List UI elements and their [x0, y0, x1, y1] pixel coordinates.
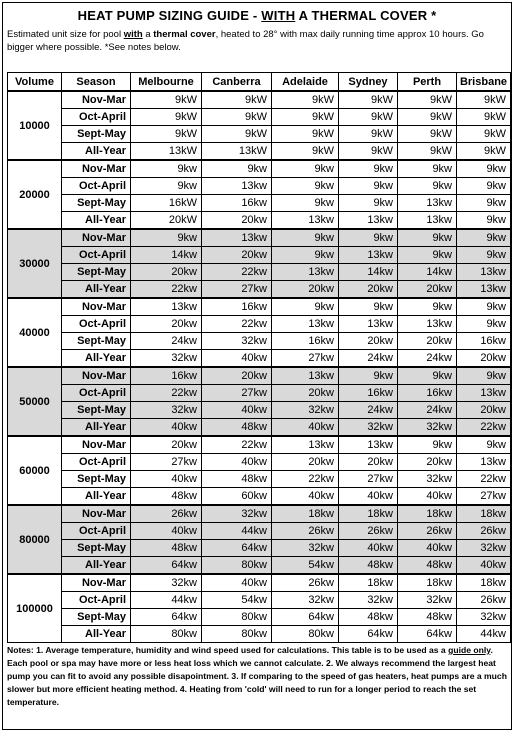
table-row: [8, 298, 511, 316]
kw-value-cell: 27kw: [272, 350, 339, 368]
kw-value-cell: 13kw: [272, 436, 339, 454]
season-cell: Sept-May: [62, 126, 131, 143]
kw-value-cell: 40kw: [202, 350, 272, 368]
kw-value-cell: 48kw: [131, 540, 202, 557]
kw-value-cell: 9kw: [272, 229, 339, 247]
kw-value-cell: 9kw: [398, 247, 457, 264]
kw-value-cell: 32kw: [131, 402, 202, 419]
kw-value-cell: 16kw: [398, 385, 457, 402]
season-cell: All-Year: [62, 626, 131, 643]
kw-value-cell: 9kW: [398, 109, 457, 126]
season-cell: Nov-Mar: [62, 574, 131, 592]
table-row: [8, 488, 511, 506]
season-cell: Oct-April: [62, 454, 131, 471]
kw-value-cell: 20kw: [202, 247, 272, 264]
kw-value-cell: 9kw: [457, 160, 511, 178]
kw-value-cell: 9kw: [457, 229, 511, 247]
kw-value-cell: 32kw: [131, 350, 202, 368]
kw-value-cell: 48kw: [202, 471, 272, 488]
kw-value-cell: 40kw: [131, 419, 202, 437]
season-cell: All-Year: [62, 488, 131, 506]
page-title: [3, 8, 511, 23]
table-row: [8, 178, 511, 195]
kw-value-cell: 26kw: [398, 523, 457, 540]
kw-value-cell: 22kw: [457, 419, 511, 437]
kw-value-cell: 9kw: [457, 436, 511, 454]
kw-value-cell: 9kw: [398, 160, 457, 178]
kw-value-cell: 13kw: [131, 298, 202, 316]
kw-value-cell: 48kw: [339, 557, 398, 575]
kw-value-cell: 16kw: [339, 385, 398, 402]
kw-value-cell: 26kw: [339, 523, 398, 540]
kw-value-cell: 64kw: [398, 626, 457, 643]
kw-value-cell: 32kw: [398, 592, 457, 609]
kw-value-cell: 13kw: [339, 212, 398, 230]
kw-value-cell: 22kw: [272, 471, 339, 488]
season-cell: Sept-May: [62, 609, 131, 626]
kw-value-cell: 9kW: [272, 143, 339, 161]
kw-value-cell: 18kw: [272, 505, 339, 523]
kw-value-cell: 18kw: [398, 574, 457, 592]
kw-value-cell: 9kw: [272, 160, 339, 178]
sizing-guide-sheet: [2, 2, 512, 730]
kw-value-cell: 26kw: [272, 574, 339, 592]
kw-value-cell: 20kw: [131, 316, 202, 333]
kw-value-cell: 18kw: [398, 505, 457, 523]
kw-value-cell: 22kw: [202, 264, 272, 281]
kw-value-cell: 18kw: [457, 574, 511, 592]
kw-value-cell: 32kw: [398, 419, 457, 437]
kw-value-cell: 32kw: [202, 505, 272, 523]
kw-value-cell: 9kw: [131, 160, 202, 178]
kw-value-cell: 48kw: [398, 609, 457, 626]
season-cell: Oct-April: [62, 523, 131, 540]
kw-value-cell: 40kw: [457, 557, 511, 575]
season-cell: Nov-Mar: [62, 505, 131, 523]
season-cell: All-Year: [62, 557, 131, 575]
kw-value-cell: 9kw: [457, 367, 511, 385]
season-cell: Nov-Mar: [62, 160, 131, 178]
kw-value-cell: 44kw: [202, 523, 272, 540]
kw-value-cell: 13kw: [272, 212, 339, 230]
kw-value-cell: 32kw: [202, 333, 272, 350]
kw-value-cell: 22kw: [202, 436, 272, 454]
table-row: [8, 402, 511, 419]
kw-value-cell: 27kw: [339, 471, 398, 488]
kw-value-cell: 40kw: [202, 454, 272, 471]
kw-value-cell: 32kw: [272, 592, 339, 609]
kw-value-cell: 40kw: [202, 574, 272, 592]
table-row: [8, 264, 511, 281]
title-prefix: HEAT PUMP SIZING GUIDE -: [77, 8, 262, 23]
kw-value-cell: 9kW: [131, 126, 202, 143]
kw-value-cell: 13kw: [457, 385, 511, 402]
kw-value-cell: 40kw: [202, 402, 272, 419]
table-row: [8, 540, 511, 557]
table-body: [8, 91, 511, 643]
intro-text: Estimated unit size for pool with a thermal cover, heated to 28° with max daily running time approx 10 hours. Go bigger where possible. *See notes below.: [7, 29, 484, 53]
kw-value-cell: 9kw: [339, 298, 398, 316]
kw-value-cell: 80kw: [202, 609, 272, 626]
kw-value-cell: 13kw: [202, 229, 272, 247]
volume-cell: 60000: [8, 436, 62, 505]
season-cell: Sept-May: [62, 402, 131, 419]
kw-value-cell: 32kw: [131, 574, 202, 592]
season-cell: Nov-Mar: [62, 91, 131, 109]
kw-value-cell: 16kw: [202, 195, 272, 212]
table-row: [8, 505, 511, 523]
kw-value-cell: 40kw: [339, 488, 398, 506]
kw-value-cell: 18kw: [457, 505, 511, 523]
kw-value-cell: 9kw: [398, 178, 457, 195]
season-cell: Nov-Mar: [62, 436, 131, 454]
title-suffix: A THERMAL COVER *: [295, 8, 437, 23]
kw-value-cell: 20kw: [339, 333, 398, 350]
kw-value-cell: 27kw: [457, 488, 511, 506]
notes-text: Notes: 1. Average temperature, humidity and wind speed used for calculations. This table is to be used as a guide only. Each pool or spa may have more or less heat loss which we cannot calculate. 2. We always recommend the largest heat pump you can fit to avoid any possible disapointment. 3. If comparing to the speed of gas heaters, heat pumps are a much slower but more efficient heating method. 4. Heating from 'cold' will need to run for a longer period to reach the set temperature.: [7, 645, 507, 707]
table-row: [8, 574, 511, 592]
kw-value-cell: 26kw: [272, 523, 339, 540]
kw-value-cell: 40kw: [339, 540, 398, 557]
table-row: [8, 229, 511, 247]
kw-value-cell: 9kw: [457, 298, 511, 316]
kw-value-cell: 9kw: [457, 316, 511, 333]
season-cell: Nov-Mar: [62, 229, 131, 247]
kw-value-cell: 9kW: [339, 109, 398, 126]
kw-value-cell: 40kw: [398, 540, 457, 557]
kw-value-cell: 14kw: [398, 264, 457, 281]
kw-value-cell: 20kw: [131, 264, 202, 281]
kw-value-cell: 80kw: [272, 626, 339, 643]
kw-value-cell: 64kw: [339, 626, 398, 643]
table-row: [8, 109, 511, 126]
kw-value-cell: 44kw: [131, 592, 202, 609]
kw-value-cell: 9kW: [131, 109, 202, 126]
kw-value-cell: 60kw: [202, 488, 272, 506]
kw-value-cell: 13kw: [339, 316, 398, 333]
kw-value-cell: 48kw: [398, 557, 457, 575]
kw-value-cell: 9kW: [457, 91, 511, 109]
column-header: Canberra: [202, 73, 272, 92]
kw-value-cell: 9kw: [131, 229, 202, 247]
kw-value-cell: 32kw: [272, 402, 339, 419]
table-row: [8, 126, 511, 143]
kw-value-cell: 20kW: [131, 212, 202, 230]
kw-value-cell: 64kw: [202, 540, 272, 557]
kw-value-cell: 48kw: [131, 488, 202, 506]
kw-value-cell: 18kw: [339, 574, 398, 592]
table-row: [8, 523, 511, 540]
season-cell: Sept-May: [62, 333, 131, 350]
season-cell: Oct-April: [62, 178, 131, 195]
kw-value-cell: 9kw: [131, 178, 202, 195]
kw-value-cell: 9kw: [398, 367, 457, 385]
season-cell: All-Year: [62, 281, 131, 299]
kw-value-cell: 64kw: [131, 557, 202, 575]
kw-value-cell: 26kw: [131, 505, 202, 523]
season-cell: Oct-April: [62, 247, 131, 264]
kw-value-cell: 13kw: [202, 178, 272, 195]
kw-value-cell: 24kw: [339, 350, 398, 368]
table-row: [8, 281, 511, 299]
kw-value-cell: 20kw: [398, 281, 457, 299]
kw-value-cell: 20kw: [398, 454, 457, 471]
season-cell: Oct-April: [62, 385, 131, 402]
volume-cell: 10000: [8, 91, 62, 160]
kw-value-cell: 9kw: [457, 247, 511, 264]
kw-value-cell: 16kw: [272, 333, 339, 350]
kw-value-cell: 16kW: [131, 195, 202, 212]
kw-value-cell: 16kw: [131, 367, 202, 385]
kw-value-cell: 9kW: [272, 91, 339, 109]
kw-value-cell: 80kw: [131, 626, 202, 643]
kw-value-cell: 22kw: [131, 385, 202, 402]
season-cell: All-Year: [62, 419, 131, 437]
kw-value-cell: 32kw: [398, 471, 457, 488]
kw-value-cell: 14kw: [131, 247, 202, 264]
column-header: Volume: [8, 73, 62, 92]
kw-value-cell: 18kw: [339, 505, 398, 523]
kw-value-cell: 13kw: [398, 195, 457, 212]
kw-value-cell: 40kw: [131, 523, 202, 540]
kw-value-cell: 9kw: [398, 298, 457, 316]
season-cell: Oct-April: [62, 109, 131, 126]
kw-value-cell: 40kw: [272, 419, 339, 437]
kw-value-cell: 20kw: [272, 385, 339, 402]
kw-value-cell: 9kw: [272, 247, 339, 264]
kw-value-cell: 20kw: [339, 454, 398, 471]
kw-value-cell: 13kw: [398, 316, 457, 333]
kw-value-cell: 64kw: [272, 609, 339, 626]
table-row: [8, 91, 511, 109]
season-cell: All-Year: [62, 350, 131, 368]
table-row: [8, 367, 511, 385]
kw-value-cell: 9kW: [457, 109, 511, 126]
kw-value-cell: 26kw: [457, 523, 511, 540]
kw-value-cell: 48kw: [202, 419, 272, 437]
kw-value-cell: 22kw: [131, 281, 202, 299]
kw-value-cell: 14kw: [339, 264, 398, 281]
kw-value-cell: 9kw: [457, 195, 511, 212]
kw-value-cell: 9kW: [272, 109, 339, 126]
kw-value-cell: 9kw: [339, 160, 398, 178]
kw-value-cell: 20kw: [202, 212, 272, 230]
table-row: [8, 557, 511, 575]
volume-cell: 100000: [8, 574, 62, 643]
season-cell: Sept-May: [62, 471, 131, 488]
kw-value-cell: 20kw: [457, 402, 511, 419]
kw-value-cell: 22kw: [202, 316, 272, 333]
volume-cell: 30000: [8, 229, 62, 298]
kw-value-cell: 9kw: [457, 212, 511, 230]
season-cell: Nov-Mar: [62, 298, 131, 316]
kw-value-cell: 9kW: [398, 91, 457, 109]
kw-value-cell: 13kw: [339, 247, 398, 264]
table-row: [8, 419, 511, 437]
kw-value-cell: 20kw: [131, 436, 202, 454]
table-row: [8, 160, 511, 178]
table-row: [8, 350, 511, 368]
kw-value-cell: 27kw: [202, 385, 272, 402]
kw-value-cell: 9kw: [339, 229, 398, 247]
kw-value-cell: 40kw: [131, 471, 202, 488]
kw-value-cell: 26kw: [457, 592, 511, 609]
season-cell: Sept-May: [62, 264, 131, 281]
kw-value-cell: 22kw: [457, 471, 511, 488]
table-header-row: [8, 73, 511, 92]
column-header: Sydney: [339, 73, 398, 92]
table-row: [8, 316, 511, 333]
kw-value-cell: 9kw: [339, 367, 398, 385]
volume-cell: 20000: [8, 160, 62, 229]
table-row: [8, 195, 511, 212]
kw-value-cell: 9kW: [131, 91, 202, 109]
kw-value-cell: 9kw: [272, 178, 339, 195]
kw-value-cell: 9kW: [457, 126, 511, 143]
kw-value-cell: 40kw: [272, 488, 339, 506]
kw-value-cell: 9kw: [202, 160, 272, 178]
kw-value-cell: 9kw: [272, 195, 339, 212]
kw-value-cell: 32kw: [272, 540, 339, 557]
table-row: [8, 471, 511, 488]
kw-value-cell: 20kw: [202, 367, 272, 385]
kw-value-cell: 27kw: [131, 454, 202, 471]
season-cell: Sept-May: [62, 540, 131, 557]
kw-value-cell: 9kW: [202, 91, 272, 109]
kw-value-cell: 27kw: [202, 281, 272, 299]
kw-value-cell: 9kW: [339, 91, 398, 109]
volume-cell: 50000: [8, 367, 62, 436]
kw-value-cell: 9kw: [339, 178, 398, 195]
kw-value-cell: 9kW: [202, 126, 272, 143]
season-cell: Oct-April: [62, 316, 131, 333]
season-cell: All-Year: [62, 143, 131, 161]
kw-value-cell: 13kw: [457, 264, 511, 281]
kw-value-cell: 13kw: [339, 436, 398, 454]
table-row: [8, 247, 511, 264]
kw-value-cell: 80kw: [202, 626, 272, 643]
kw-value-cell: 64kw: [131, 609, 202, 626]
table-row: [8, 143, 511, 161]
season-cell: All-Year: [62, 212, 131, 230]
kw-value-cell: 13kw: [457, 454, 511, 471]
kw-value-cell: 9kW: [457, 143, 511, 161]
table-row: [8, 454, 511, 471]
kw-value-cell: 48kw: [339, 609, 398, 626]
kw-value-cell: 9kw: [398, 229, 457, 247]
sizing-table: [7, 72, 511, 643]
kw-value-cell: 9kW: [398, 143, 457, 161]
kw-value-cell: 13kW: [202, 143, 272, 161]
volume-cell: 40000: [8, 298, 62, 367]
column-header: Perth: [398, 73, 457, 92]
table-row: [8, 333, 511, 350]
kw-value-cell: 32kw: [339, 592, 398, 609]
column-header: Melbourne: [131, 73, 202, 92]
kw-value-cell: 20kw: [398, 333, 457, 350]
table-row: [8, 385, 511, 402]
kw-value-cell: 20kw: [272, 454, 339, 471]
kw-value-cell: 54kw: [202, 592, 272, 609]
kw-value-cell: 13kw: [272, 264, 339, 281]
season-cell: Nov-Mar: [62, 367, 131, 385]
kw-value-cell: 20kw: [339, 281, 398, 299]
kw-value-cell: 32kw: [457, 609, 511, 626]
kw-value-cell: 16kw: [202, 298, 272, 316]
kw-value-cell: 32kw: [457, 540, 511, 557]
kw-value-cell: 13kW: [131, 143, 202, 161]
kw-value-cell: 80kw: [202, 557, 272, 575]
column-header: Brisbane: [457, 73, 511, 92]
kw-value-cell: 13kw: [272, 367, 339, 385]
season-cell: Oct-April: [62, 592, 131, 609]
kw-value-cell: 13kw: [398, 212, 457, 230]
kw-value-cell: 9kW: [339, 143, 398, 161]
table-row: [8, 592, 511, 609]
table-row: [8, 609, 511, 626]
kw-value-cell: 9kw: [398, 436, 457, 454]
kw-value-cell: 24kw: [339, 402, 398, 419]
title-emphasis: WITH: [261, 8, 296, 23]
kw-value-cell: 9kw: [457, 178, 511, 195]
season-cell: Sept-May: [62, 195, 131, 212]
kw-value-cell: 9kw: [339, 195, 398, 212]
kw-value-cell: 44kw: [457, 626, 511, 643]
kw-value-cell: 13kw: [272, 316, 339, 333]
table-row: [8, 212, 511, 230]
kw-value-cell: 16kw: [457, 333, 511, 350]
kw-value-cell: 13kw: [457, 281, 511, 299]
kw-value-cell: 9kW: [339, 126, 398, 143]
kw-value-cell: 40kw: [398, 488, 457, 506]
column-header: Season: [62, 73, 131, 92]
kw-value-cell: 24kw: [131, 333, 202, 350]
table-row: [8, 436, 511, 454]
kw-value-cell: 20kw: [272, 281, 339, 299]
column-header: Adelaide: [272, 73, 339, 92]
kw-value-cell: 20kw: [457, 350, 511, 368]
table-row: [8, 626, 511, 643]
kw-value-cell: 32kw: [339, 419, 398, 437]
kw-value-cell: 54kw: [272, 557, 339, 575]
kw-value-cell: 9kw: [272, 298, 339, 316]
volume-cell: 80000: [8, 505, 62, 574]
kw-value-cell: 9kW: [272, 126, 339, 143]
kw-value-cell: 24kw: [398, 350, 457, 368]
kw-value-cell: 24kw: [398, 402, 457, 419]
kw-value-cell: 9kW: [398, 126, 457, 143]
kw-value-cell: 9kW: [202, 109, 272, 126]
